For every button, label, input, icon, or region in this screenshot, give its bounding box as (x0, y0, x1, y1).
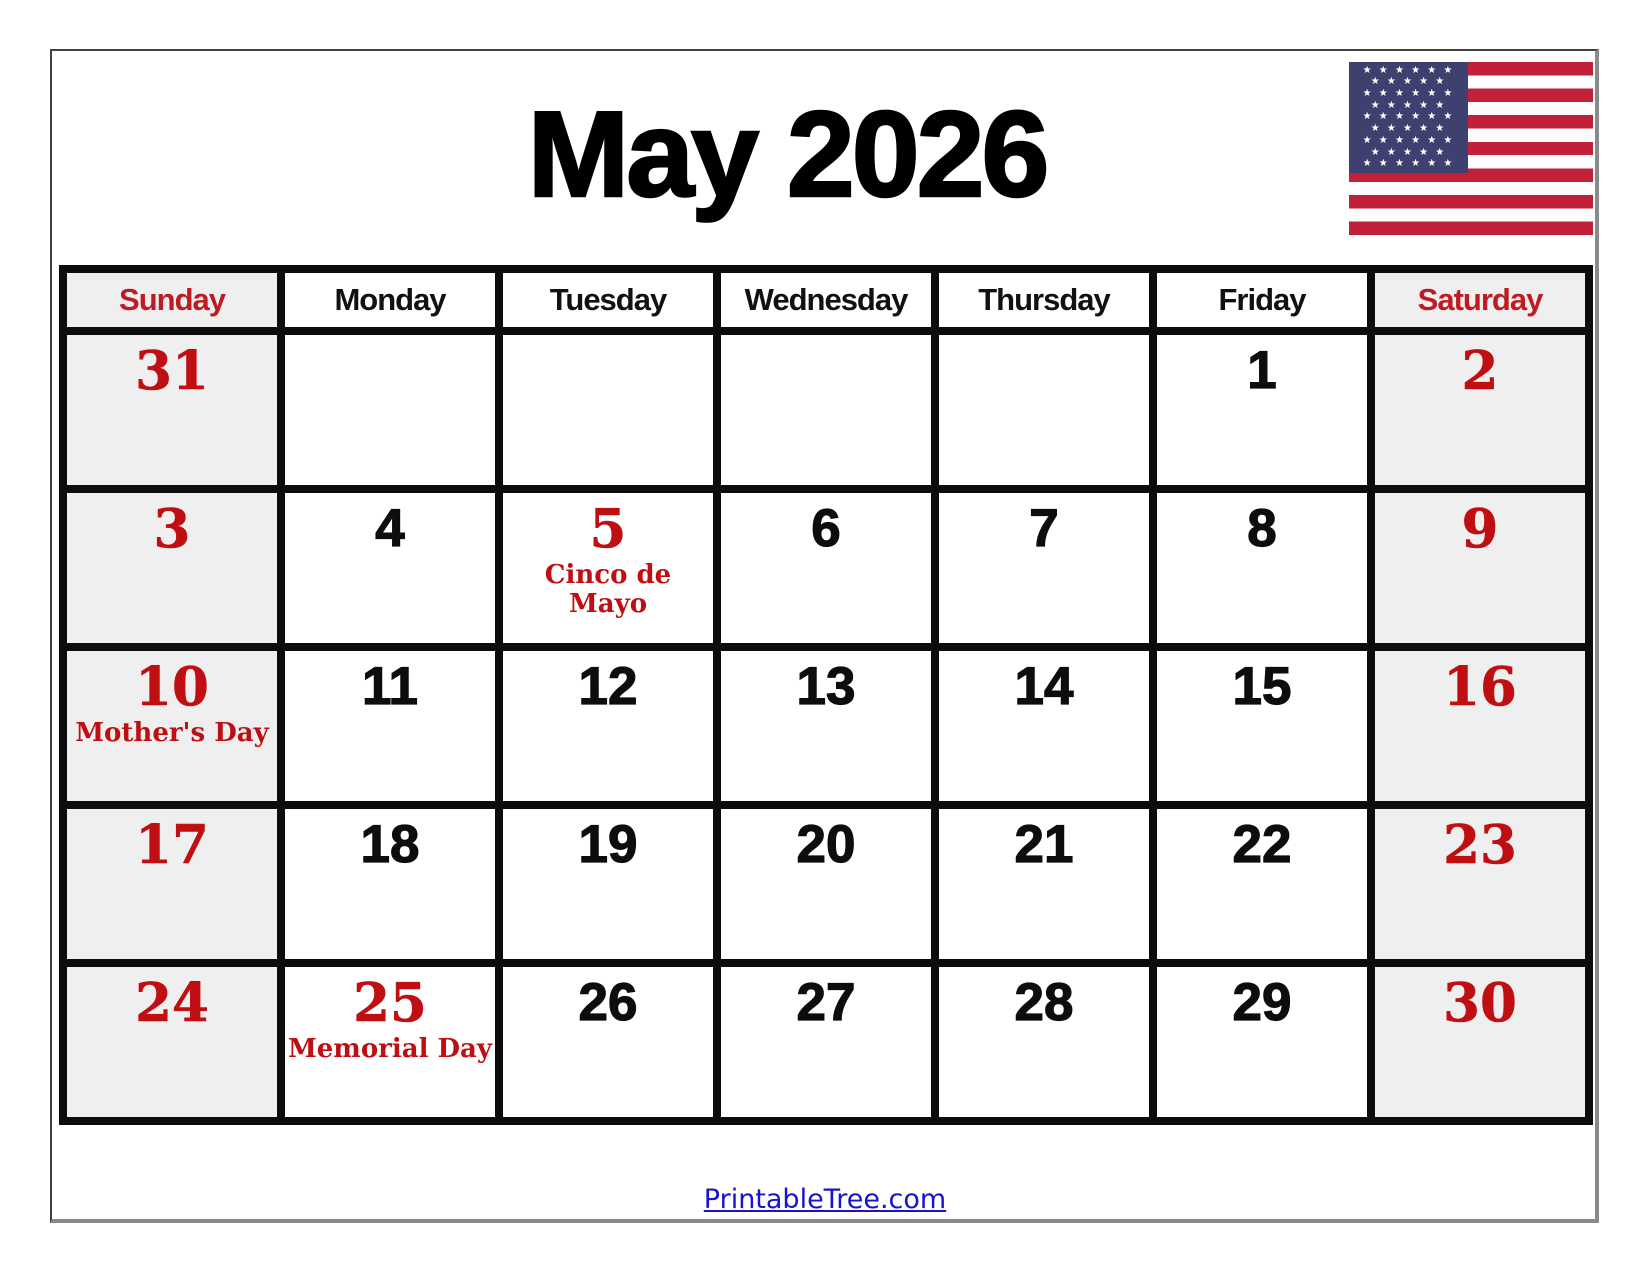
day-cell (1153, 805, 1371, 963)
day-cell (717, 331, 935, 489)
us-flag-stars: ★ ★ ★ ★ ★ ★ (1362, 88, 1455, 100)
date-number: 12 (578, 657, 638, 716)
day-cell-cinco-de-mayo (499, 489, 717, 647)
date-number: 26 (578, 973, 638, 1032)
day-cell (499, 331, 717, 489)
day-cell (1153, 647, 1371, 805)
day-cell (717, 647, 935, 805)
day-cell (1371, 805, 1589, 963)
date-number: 14 (1014, 657, 1074, 716)
footer-site-link[interactable]: PrintableTree.com (703, 1184, 947, 1215)
day-cell (281, 489, 499, 647)
date-number: 19 (578, 815, 638, 874)
date-number: 7 (1029, 499, 1059, 558)
weekday-header-saturday: Saturday (1371, 269, 1589, 331)
us-flag-stars: ★ ★ ★ ★ ★ ★ (1362, 134, 1455, 146)
us-flag-stars: ★ ★ ★ ★ ★ (1370, 76, 1447, 88)
date-number: 30 (1443, 972, 1517, 1034)
holiday-label: Memorial Day (287, 1033, 493, 1064)
day-cell (499, 963, 717, 1121)
day-cell (935, 805, 1153, 963)
date-number: 10 (135, 656, 209, 718)
date-number: 11 (361, 657, 419, 716)
day-cell (717, 963, 935, 1121)
page-title: May 2026 (527, 86, 1047, 222)
date-number: 3 (153, 498, 191, 560)
date-number: 9 (1461, 498, 1499, 560)
day-cell (499, 647, 717, 805)
day-cell (63, 331, 281, 489)
date-number: 24 (135, 972, 209, 1034)
day-cell (499, 805, 717, 963)
date-number: 29 (1232, 973, 1292, 1032)
weekday-header-tuesday: Tuesday (499, 269, 717, 331)
weekday-header-monday: Monday (281, 269, 499, 331)
date-number: 22 (1232, 815, 1292, 874)
weekday-header-friday: Friday (1153, 269, 1371, 331)
week-row (63, 647, 1589, 805)
date-number: 8 (1247, 499, 1277, 558)
date-number: 2 (1461, 340, 1499, 402)
holiday-label: Cinco de Mayo (544, 559, 672, 619)
date-number: 4 (375, 499, 405, 558)
holiday-label: Mother's Day (75, 717, 269, 748)
day-cell (1153, 331, 1371, 489)
day-cell (1371, 963, 1589, 1121)
day-cell (63, 805, 281, 963)
date-number: 28 (1014, 973, 1074, 1032)
day-cell (1153, 963, 1371, 1121)
date-number: 6 (811, 499, 841, 558)
day-cell (717, 489, 935, 647)
date-number: 17 (135, 814, 209, 876)
us-flag-stars: ★ ★ ★ ★ ★ (1370, 146, 1447, 158)
date-number: 23 (1443, 814, 1517, 876)
day-cell (1371, 489, 1589, 647)
date-number: 20 (796, 815, 856, 874)
week-row (63, 805, 1589, 963)
date-number: 25 (353, 972, 427, 1034)
day-cell-mothers-day (63, 647, 281, 805)
weekday-header-wednesday: Wednesday (717, 269, 935, 331)
footer (0, 1184, 1650, 1215)
weekday-header-thursday: Thursday (935, 269, 1153, 331)
day-cell (1153, 489, 1371, 647)
date-number: 21 (1014, 815, 1074, 874)
day-cell (935, 331, 1153, 489)
date-number: 15 (1232, 657, 1292, 716)
day-cell-memorial-day (281, 963, 499, 1121)
day-cell (281, 331, 499, 489)
date-number: 18 (360, 815, 420, 874)
us-flag-stars: ★ ★ ★ ★ ★ (1370, 99, 1447, 111)
date-number: 1 (1247, 341, 1277, 400)
us-flag-canton (1349, 62, 1468, 173)
date-number: 5 (589, 498, 627, 560)
day-cell (281, 805, 499, 963)
weekday-header-sunday: Sunday (63, 269, 281, 331)
calendar-grid (59, 265, 1593, 1125)
week-row (63, 963, 1589, 1121)
us-flag-image (1349, 62, 1593, 235)
day-cell (717, 805, 935, 963)
weekday-header-row (63, 269, 1589, 331)
week-row (63, 489, 1589, 647)
day-cell (1371, 647, 1589, 805)
date-number: 13 (796, 657, 856, 716)
week-row (63, 331, 1589, 489)
us-flag-stars: ★ ★ ★ ★ ★ ★ (1362, 158, 1455, 170)
day-cell (935, 647, 1153, 805)
us-flag-stars: ★ ★ ★ ★ ★ (1370, 123, 1447, 135)
day-cell (63, 489, 281, 647)
us-flag-stars: ★ ★ ★ ★ ★ ★ (1362, 64, 1455, 76)
date-number: 16 (1443, 656, 1517, 718)
day-cell (281, 647, 499, 805)
us-flag-stars: ★ ★ ★ ★ ★ ★ (1362, 111, 1455, 123)
day-cell (935, 489, 1153, 647)
day-cell (935, 963, 1153, 1121)
day-cell (1371, 331, 1589, 489)
day-cell (63, 963, 281, 1121)
date-number: 31 (135, 340, 209, 402)
date-number: 27 (796, 973, 856, 1032)
